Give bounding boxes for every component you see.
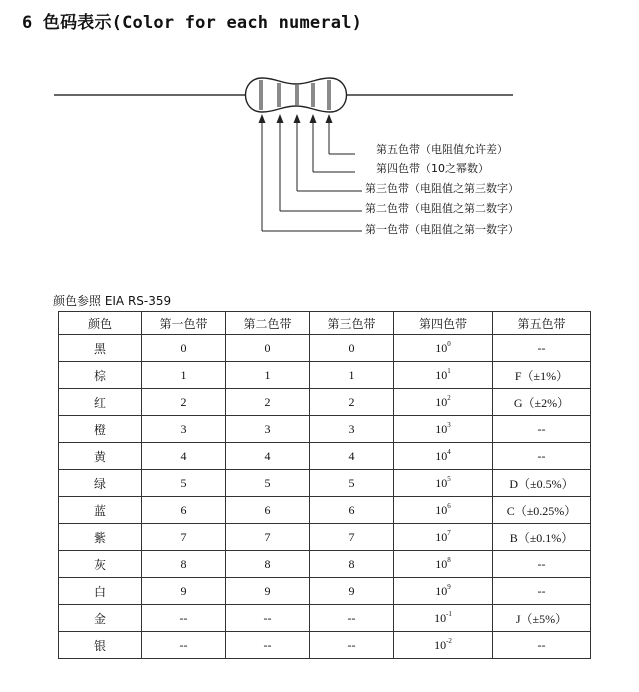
- power-exponent: 1: [447, 367, 451, 375]
- band-3-digit: 9: [310, 578, 394, 605]
- table-row: [59, 362, 591, 389]
- band-label-4: 第四色带（10之幂数）: [376, 162, 489, 175]
- band-2-digit: 5: [226, 470, 310, 497]
- band-1-digit: --: [142, 605, 226, 632]
- table-header-row: [59, 312, 591, 335]
- band-4-multiplier: [394, 416, 493, 443]
- table-row: [59, 416, 591, 443]
- power-of-ten: [435, 503, 451, 517]
- band-4-multiplier: [394, 443, 493, 470]
- power-base: 10: [435, 503, 448, 517]
- header-band-4: 第四色带: [394, 312, 493, 335]
- power-base: 10: [435, 341, 448, 355]
- band-2-digit: 8: [226, 551, 310, 578]
- band-2-digit: 1: [226, 362, 310, 389]
- band-2-digit: --: [226, 632, 310, 659]
- band-5-tolerance: G（±2%）: [493, 389, 591, 416]
- band-3-digit: 7: [310, 524, 394, 551]
- band-5-tolerance: --: [493, 551, 591, 578]
- band-label-3: 第三色带（电阻值之第三数字）: [365, 182, 519, 195]
- leader-band-3: [294, 114, 363, 191]
- color-name: 黑: [59, 335, 142, 362]
- table-row: [59, 578, 591, 605]
- table-row: [59, 632, 591, 659]
- power-base: 10: [435, 557, 448, 571]
- band-1-digit: 2: [142, 389, 226, 416]
- band-label-2: 第二色带（电阻值之第二数字）: [365, 202, 519, 215]
- power-of-ten: [435, 557, 451, 571]
- band-5-tolerance: D（±0.5%）: [493, 470, 591, 497]
- band-5: [327, 80, 331, 110]
- table-row: [59, 524, 591, 551]
- band-1-digit: --: [142, 632, 226, 659]
- table-row: [59, 605, 591, 632]
- band-5-tolerance: F（±1%）: [493, 362, 591, 389]
- band-1-digit: 9: [142, 578, 226, 605]
- band-1-digit: 5: [142, 470, 226, 497]
- header-color: 颜色: [59, 312, 142, 335]
- power-of-ten: [435, 584, 451, 598]
- table-row: [59, 335, 591, 362]
- band-3: [295, 85, 299, 105]
- power-base: 10: [435, 476, 448, 490]
- power-base: 10: [434, 611, 447, 625]
- power-base: 10: [435, 584, 448, 598]
- band-2-digit: 6: [226, 497, 310, 524]
- color-name: 灰: [59, 551, 142, 578]
- band-1-digit: 4: [142, 443, 226, 470]
- power-exponent: -1: [446, 610, 452, 618]
- band-5-tolerance: --: [493, 443, 591, 470]
- band-1-digit: 3: [142, 416, 226, 443]
- leader-band-5: [326, 114, 356, 154]
- header-band-5: 第五色带: [493, 312, 591, 335]
- band-2: [277, 83, 281, 107]
- power-of-ten: [435, 449, 451, 463]
- band-4-multiplier: [394, 470, 493, 497]
- power-of-ten: [435, 368, 451, 382]
- band-4-multiplier: [394, 389, 493, 416]
- band-1-digit: 8: [142, 551, 226, 578]
- band-2-digit: 0: [226, 335, 310, 362]
- header-band-1: 第一色带: [142, 312, 226, 335]
- band-5-tolerance: J（±5%）: [493, 605, 591, 632]
- power-of-ten: [434, 638, 452, 652]
- band-4-multiplier: [394, 335, 493, 362]
- band-1-digit: 6: [142, 497, 226, 524]
- band-3-digit: 0: [310, 335, 394, 362]
- band-label-1: 第一色带（电阻值之第一数字）: [365, 223, 519, 236]
- band-4-multiplier: [394, 605, 493, 632]
- power-exponent: 4: [447, 448, 451, 456]
- leader-band-2: [277, 114, 363, 211]
- power-exponent: 6: [447, 502, 451, 510]
- table-row: [59, 470, 591, 497]
- power-of-ten: [435, 530, 451, 544]
- band-4-multiplier: [394, 632, 493, 659]
- band-5-tolerance: --: [493, 632, 591, 659]
- color-name: 金: [59, 605, 142, 632]
- power-exponent: 9: [447, 583, 451, 591]
- table-row: [59, 389, 591, 416]
- table-row: [59, 443, 591, 470]
- band-3-digit: --: [310, 632, 394, 659]
- power-exponent: 0: [447, 340, 451, 348]
- band-1-digit: 7: [142, 524, 226, 551]
- page-title: 6 色码表示(Color for each numeral): [22, 13, 363, 33]
- table-row: [59, 551, 591, 578]
- band-5-tolerance: B（±0.1%）: [493, 524, 591, 551]
- power-of-ten: [434, 611, 452, 625]
- band-4-multiplier: [394, 551, 493, 578]
- power-of-ten: [435, 422, 451, 436]
- band-2-digit: 7: [226, 524, 310, 551]
- band-3-digit: --: [310, 605, 394, 632]
- band-4-multiplier: [394, 578, 493, 605]
- band-3-digit: 8: [310, 551, 394, 578]
- power-exponent: 3: [447, 421, 451, 429]
- header-band-3: 第三色带: [310, 312, 394, 335]
- band-5-tolerance: --: [493, 578, 591, 605]
- color-name: 橙: [59, 416, 142, 443]
- band-5-tolerance: --: [493, 335, 591, 362]
- band-2-digit: --: [226, 605, 310, 632]
- color-name: 白: [59, 578, 142, 605]
- color-name: 黄: [59, 443, 142, 470]
- power-base: 10: [435, 422, 448, 436]
- band-3-digit: 1: [310, 362, 394, 389]
- band-3-digit: 5: [310, 470, 394, 497]
- color-name: 紫: [59, 524, 142, 551]
- band-5-tolerance: C（±0.25%）: [493, 497, 591, 524]
- band-4: [311, 83, 315, 107]
- color-code-table: [58, 311, 591, 659]
- power-exponent: -2: [446, 637, 452, 645]
- band-2-digit: 9: [226, 578, 310, 605]
- band-5-tolerance: --: [493, 416, 591, 443]
- power-base: 10: [435, 530, 448, 544]
- color-name: 棕: [59, 362, 142, 389]
- color-name: 红: [59, 389, 142, 416]
- power-of-ten: [435, 341, 451, 355]
- power-exponent: 5: [447, 475, 451, 483]
- table-caption: 颜色参照 EIA RS-359: [53, 294, 172, 308]
- band-1: [259, 80, 263, 110]
- power-base: 10: [435, 449, 448, 463]
- band-1-digit: 1: [142, 362, 226, 389]
- band-label-5: 第五色带（电阻值允许差）: [376, 143, 508, 156]
- power-of-ten: [435, 476, 451, 490]
- table-row: [59, 497, 591, 524]
- band-2-digit: 3: [226, 416, 310, 443]
- power-base: 10: [435, 395, 448, 409]
- band-4-multiplier: [394, 524, 493, 551]
- band-4-multiplier: [394, 362, 493, 389]
- band-3-digit: 3: [310, 416, 394, 443]
- color-name: 绿: [59, 470, 142, 497]
- band-4-multiplier: [394, 497, 493, 524]
- resistor-diagram: [0, 0, 639, 260]
- band-2-digit: 4: [226, 443, 310, 470]
- band-3-digit: 6: [310, 497, 394, 524]
- band-3-digit: 2: [310, 389, 394, 416]
- color-name: 银: [59, 632, 142, 659]
- band-2-digit: 2: [226, 389, 310, 416]
- power-base: 10: [434, 638, 447, 652]
- power-base: 10: [435, 368, 448, 382]
- band-3-digit: 4: [310, 443, 394, 470]
- power-exponent: 7: [447, 529, 451, 537]
- power-exponent: 2: [447, 394, 451, 402]
- power-exponent: 8: [447, 556, 451, 564]
- band-1-digit: 0: [142, 335, 226, 362]
- power-of-ten: [435, 395, 451, 409]
- header-band-2: 第二色带: [226, 312, 310, 335]
- color-name: 蓝: [59, 497, 142, 524]
